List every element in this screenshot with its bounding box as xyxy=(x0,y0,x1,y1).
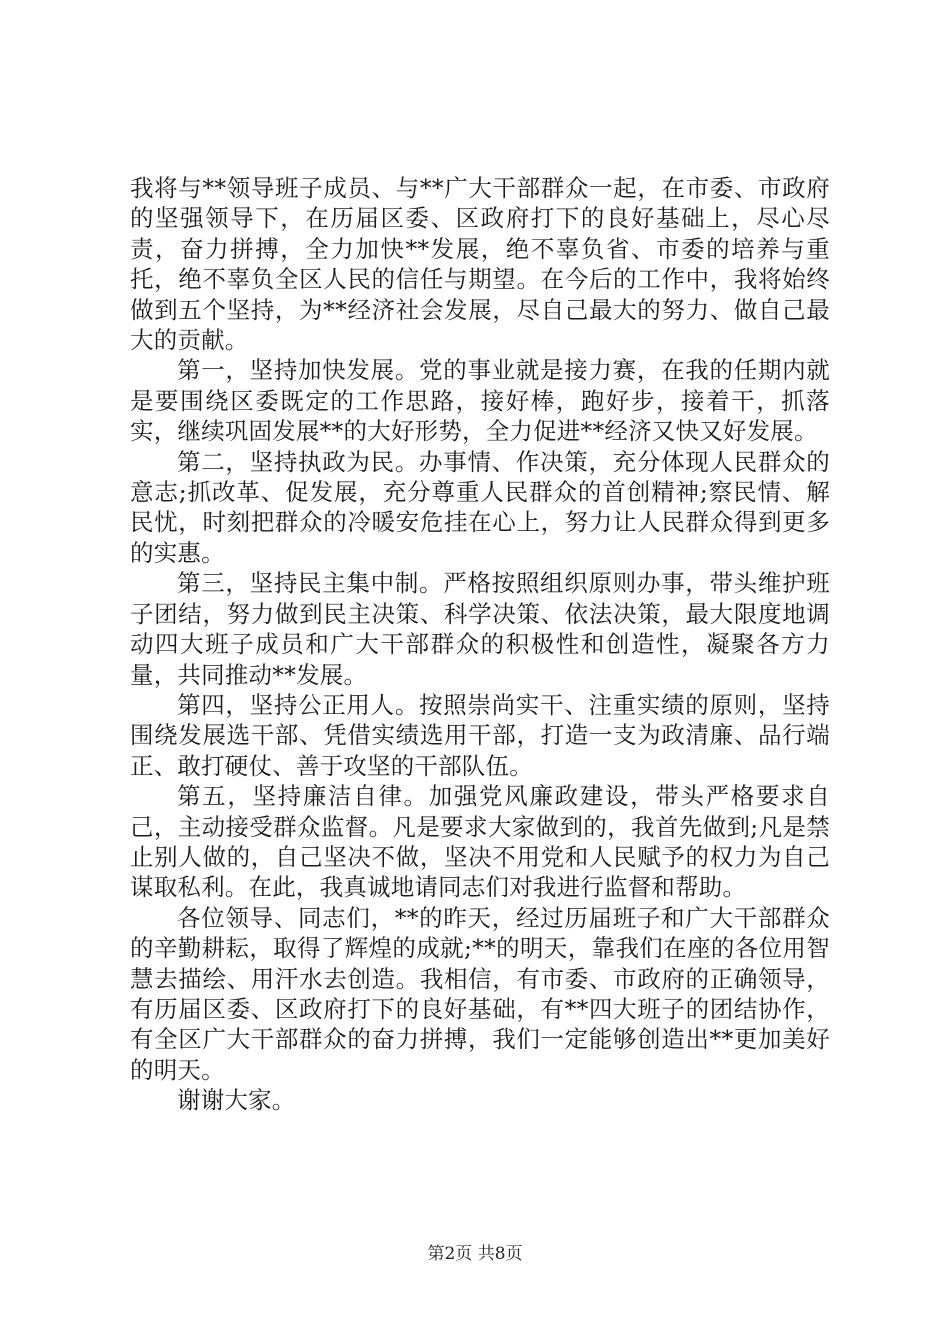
paragraph-point-three: 第三，坚持民主集中制。严格按照组织原则办事，带头维护班子团结，努力做到民主决策、科学决策、依法决策，最大限度地调动四大班子成员和广大干部群众的积极性和创造性，凝聚各方力量，共同推动**发展。 xyxy=(130,569,830,689)
paragraph-opening: 我将与**领导班子成员、与**广大干部群众一起，在市委、市政府的坚强领导下，在历届区委、区政府打下的良好基础上，尽心尽责，奋力拼搏，全力加快**发展，绝不辜负省、市委的培养与重托，绝不辜负全区人民的信任与期望。在今后的工作中，我将始终做到五个坚持，为**经济社会发展，尽自己最大的努力、做自己最大的贡献。 xyxy=(130,174,830,355)
page-number-footer: 第2页 共8页 xyxy=(427,1244,523,1264)
paragraph-closing: 各位领导、同志们，**的昨天，经过历届班子和广大干部群众的辛勤耕耘，取得了辉煌的成就;**的明天，靠我们在座的各位用智慧去描绘、用汗水去创造。我相信，有市委、市政府的正确领导，有历届区委、区政府打下的良好基础，有**四大班子的团结协作，有全区广大干部群众的奋力拼搏，我们一定能够创造出**更加美好的明天。 xyxy=(130,903,830,1084)
paragraph-thanks: 谢谢大家。 xyxy=(177,1086,296,1115)
paragraph-point-two: 第二，坚持执政为民。办事情、作决策，充分体现人民群众的意志;抓改革、促发展，充分尊重人民群众的首创精神;察民情、解民忧，时刻把群众的冷暖安危挂在心上，努力让人民群众得到更多的实惠。 xyxy=(130,447,830,567)
paragraph-point-five: 第五，坚持廉洁自律。加强党风廉政建设，带头严格要求自己，主动接受群众监督。凡是要求大家做到的，我首先做到;凡是禁止别人做的，自己坚决不做，坚决不用党和人民赋予的权力为自己谋取私利。在此，我真诚地请同志们对我进行监督和帮助。 xyxy=(130,782,830,902)
paragraph-point-one: 第一，坚持加快发展。党的事业就是接力赛，在我的任期内就是要围绕区委既定的工作思路，接好棒，跑好步，接着干，抓落实，继续巩固发展**的大好形势，全力促进**经济又快又好发展。 xyxy=(130,356,830,446)
paragraph-point-four: 第四，坚持公正用人。按照崇尚实干、注重实绩的原则，坚持围绕发展选干部、凭借实绩选用干部，打造一支为政清廉、品行端正、敢打硬仗、善于攻坚的干部队伍。 xyxy=(130,690,830,780)
document-body xyxy=(130,173,830,1116)
